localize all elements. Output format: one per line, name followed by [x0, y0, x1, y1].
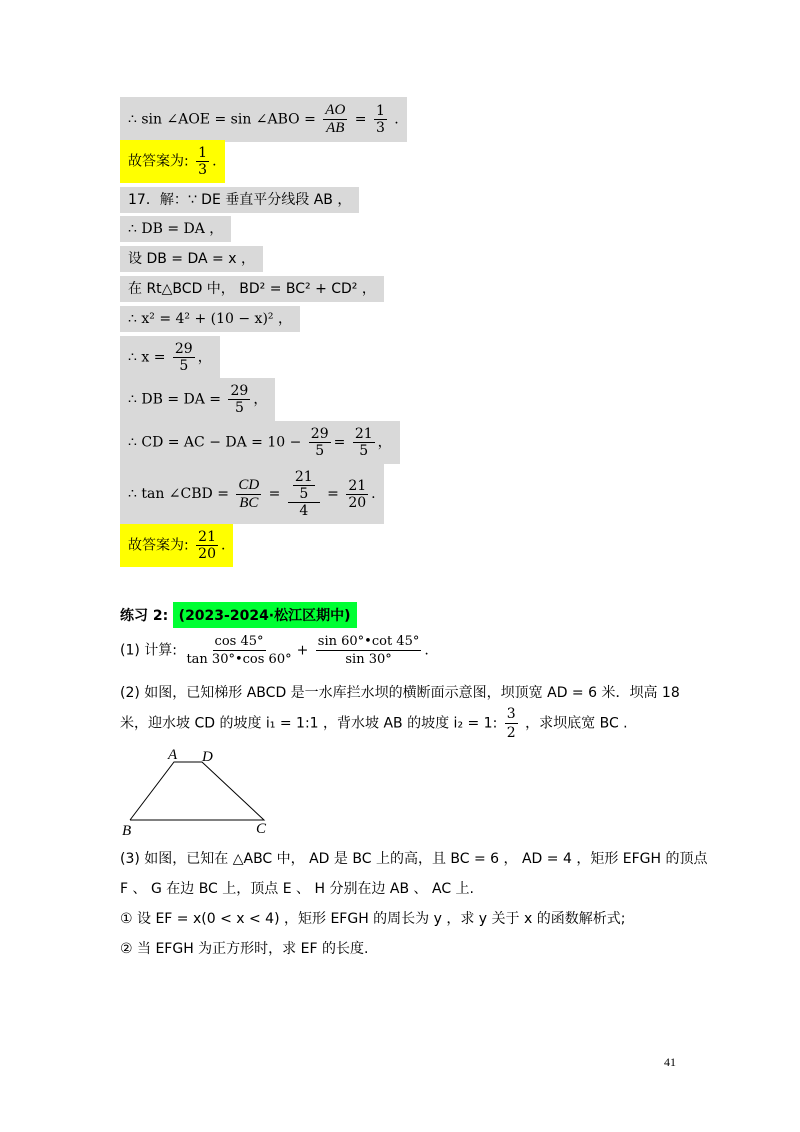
line-text: 17．解：∵ DE 垂直平分线段 AB ，	[120, 187, 359, 213]
line-text: 米，迎水坡 CD 的坡度 i₁ = 1:1 ，背水坡 AB 的坡度 i₂ = 1:	[120, 715, 498, 732]
numerator	[288, 470, 320, 503]
fraction	[196, 530, 218, 561]
operator: +	[296, 642, 309, 659]
line-text: ∴ DB = DA ，	[120, 216, 231, 242]
fraction	[173, 342, 195, 373]
punctuation: ，	[197, 349, 212, 366]
line-text: ∴ CD = AC − DA = 10 −	[128, 434, 302, 451]
fraction	[374, 104, 387, 135]
question-1	[120, 634, 429, 667]
fraction	[323, 103, 347, 136]
trapezoid-shape	[130, 762, 264, 820]
solution-line-sin: ∴ sin ∠AOE = sin ∠ABO = $\frac{AO}{AB}$ = $\frac{1}{3}$ .	[120, 97, 407, 142]
fraction	[505, 706, 518, 741]
fraction	[316, 634, 422, 667]
fraction	[309, 427, 331, 458]
exercise-source-tag: (2023-2024·松江区期中)	[173, 602, 357, 628]
complex-fraction	[288, 470, 320, 518]
numerator: 29	[230, 383, 249, 399]
numerator: 1	[375, 103, 385, 119]
line-text: ，求坝底宽 BC .	[525, 715, 628, 732]
answer-line-1: 故答案为: $\frac{1}{3}$ .	[120, 140, 225, 183]
line-text: 在 Rt△BCD 中， BD² = BC² + CD² ，	[120, 276, 384, 302]
numerator: 1	[198, 145, 208, 161]
question-label: (1) 计算:	[120, 642, 177, 659]
solution-line	[120, 378, 275, 421]
line-text: ∴ DB = DA =	[128, 391, 222, 408]
denominator: 3	[375, 120, 385, 136]
fraction	[346, 479, 368, 510]
solution-line	[120, 336, 220, 379]
numerator: 21	[354, 426, 373, 442]
solution-line	[120, 246, 263, 272]
denominator: 20	[198, 546, 216, 562]
denominator: 5	[359, 443, 369, 459]
line-text: ∴ x =	[128, 349, 166, 366]
exercise-header	[120, 602, 357, 628]
question-2-line-2	[120, 706, 628, 741]
denominator: 4	[299, 503, 309, 519]
trapezoid-figure	[118, 744, 278, 840]
question-3-sub-2: ② 当 EFGH 为正方形时，求 EF 的长度.	[120, 941, 369, 957]
numerator: sin 60°•cot 45°	[317, 634, 420, 649]
line-text: ∴ sin ∠AOE = sin ∠ABO =	[128, 111, 316, 128]
answer-label: 故答案为:	[128, 537, 189, 554]
numerator: 29	[310, 426, 329, 442]
solution-line	[120, 276, 384, 302]
operator: =	[333, 434, 346, 451]
line-text: ∴ tan ∠CBD =	[128, 486, 229, 502]
solution-line-tan: ∴ tan ∠CBD = $\frac{CD}{BC}$ = $\frac{\frac{21}{5}}{4}$ = $\frac{21}{20}$ .	[120, 464, 384, 524]
denominator: 3	[198, 162, 208, 178]
numerator: CD	[238, 476, 260, 493]
denominator: AB	[326, 120, 345, 136]
line-text: ∴ x² = 4² + (10 − x)² ，	[120, 306, 300, 332]
denominator: sin 30°	[345, 652, 392, 667]
fraction	[236, 478, 261, 511]
numerator: 29	[174, 341, 193, 357]
fraction	[228, 384, 250, 415]
denominator: tan 30°•cos 60°	[186, 652, 292, 667]
fraction	[353, 427, 375, 458]
question-3-sub-1: ① 设 EF = x(0 < x < 4) ，矩形 EFGH 的周长为 y ，求 y 关于 x 的函数解析式;	[120, 911, 626, 927]
solution-line	[120, 421, 400, 464]
page-number: 41	[664, 1055, 676, 1069]
label-b: B	[122, 823, 132, 839]
answer-label: 故答案为:	[128, 153, 189, 170]
answer-line-2	[120, 524, 233, 567]
punctuation: .	[424, 642, 429, 659]
question-3-line-2: F 、 G 在边 BC 上，顶点 E 、 H 分别在边 AB 、 AC 上.	[120, 881, 474, 897]
question-3-line-1: (3) 如图，已知在 △ABC 中， AD 是 BC 上的高，且 BC = 6 ， AD = 4 ，矩形 EFGH 的顶点	[120, 851, 708, 867]
label-a: A	[168, 747, 178, 763]
solution-line-17	[120, 187, 359, 213]
denominator: 2	[506, 725, 516, 741]
denominator: 5	[315, 443, 325, 459]
numerator: 21	[198, 529, 216, 545]
punctuation: .	[221, 537, 226, 554]
punctuation: .	[371, 486, 376, 502]
denominator: BC	[239, 494, 259, 511]
denominator: 20	[348, 494, 367, 511]
denominator: 5	[299, 486, 309, 502]
numerator: AO	[325, 102, 346, 118]
solution-line	[120, 306, 300, 332]
punctuation: ，	[377, 434, 392, 451]
fraction	[293, 470, 315, 501]
exercise-label: 练习 2:	[120, 608, 169, 624]
solution-line	[120, 216, 231, 242]
line-text: 设 DB = DA = x ，	[120, 246, 263, 272]
fraction	[184, 634, 293, 667]
numerator: 3	[506, 706, 516, 722]
question-2-line-1: (2) 如图，已知梯形 ABCD 是一水库拦水坝的横断面示意图，坝顶宽 AD = 6 米．坝高 18	[120, 685, 680, 701]
punctuation: ，	[253, 391, 268, 408]
numerator: 21	[294, 469, 313, 485]
numerator: 21	[348, 477, 367, 494]
denominator: 5	[179, 358, 189, 374]
label-d: D	[202, 749, 213, 765]
numerator: cos 45°	[214, 634, 264, 649]
label-c: C	[256, 821, 267, 837]
denominator: 5	[234, 400, 244, 416]
fraction	[196, 146, 209, 177]
